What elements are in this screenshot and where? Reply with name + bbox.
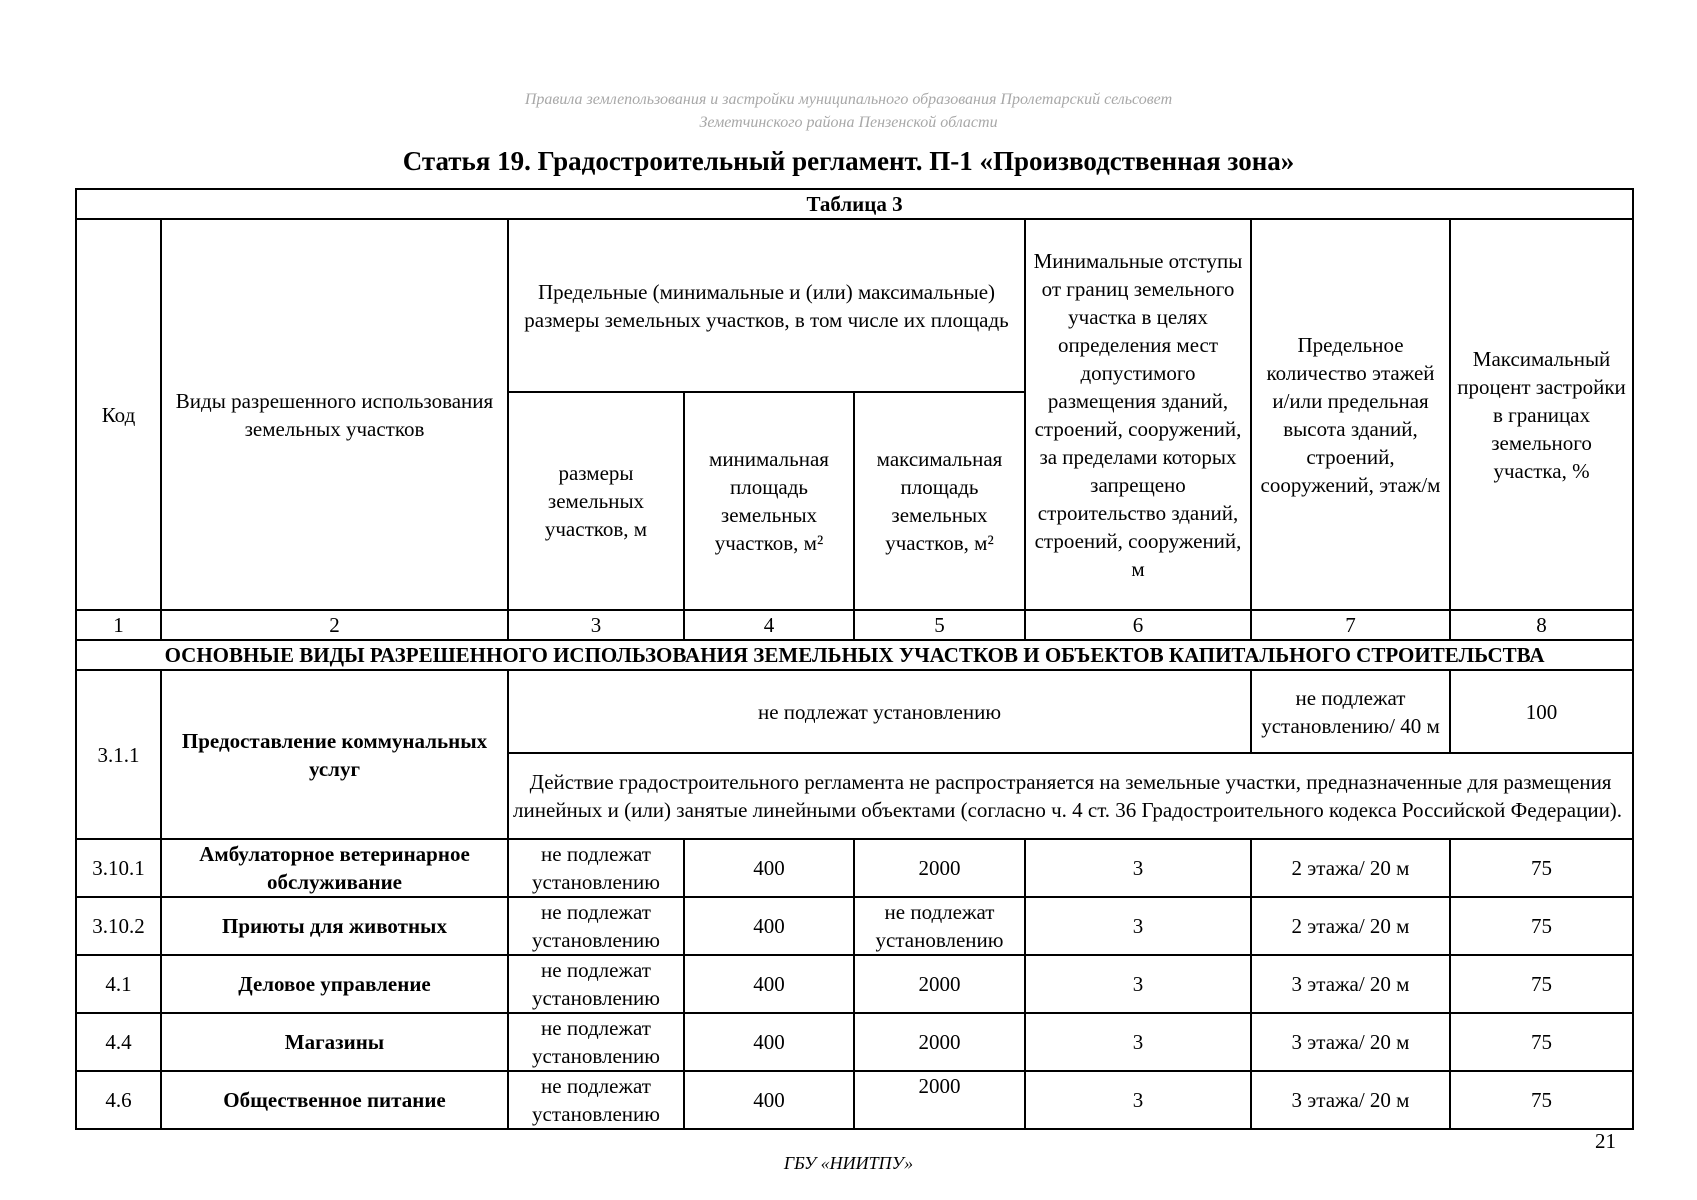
row-code: 4.1: [76, 955, 161, 1013]
footer: ГБУ «НИИТПУ»: [783, 1153, 914, 1173]
header-min-area: минимальная площадь земельных участков, м²: [684, 392, 854, 610]
row-coverage: 75: [1450, 897, 1633, 955]
column-number: 4: [684, 610, 854, 640]
row-min-area: 400: [684, 839, 854, 897]
column-number: 2: [161, 610, 508, 640]
row-setback: 3: [1025, 1013, 1251, 1071]
table-row: [76, 1071, 1633, 1129]
column-number-row: [76, 610, 1633, 640]
row-size: не подлежат установлению: [508, 955, 684, 1013]
row-min-area: 400: [684, 1013, 854, 1071]
column-number: 8: [1450, 610, 1633, 640]
column-number: 6: [1025, 610, 1251, 640]
row-floors: 3 этажа/ 20 м: [1251, 955, 1450, 1013]
row-coverage: 75: [1450, 1013, 1633, 1071]
header-size: размеры земельных участков, м: [508, 392, 684, 610]
column-number: 3: [508, 610, 684, 640]
header-code: Код: [76, 219, 161, 610]
row-coverage: 100: [1450, 670, 1633, 753]
row-name: Амбулаторное ветеринарное обслуживание: [161, 839, 508, 897]
row-name: Предоставление коммунальных услуг: [161, 670, 508, 839]
row-min-area: 400: [684, 955, 854, 1013]
column-number: 1: [76, 610, 161, 640]
header-floors: Предельное количество этажей и/или предельная высота зданий, строений, сооружений, этаж/м: [1251, 219, 1450, 610]
table-row: [76, 839, 1633, 897]
row-floors: 2 этажа/ 20 м: [1251, 839, 1450, 897]
row-code: 4.4: [76, 1013, 161, 1071]
header-limits: Предельные (минимальные и (или) максимальные) размеры земельных участков, в том числе их площадь: [508, 219, 1025, 392]
row-min-area: 400: [684, 1071, 854, 1129]
row-floors: 2 этажа/ 20 м: [1251, 897, 1450, 955]
row-max-area: 2000: [854, 1071, 1025, 1129]
row-floors: не подлежат установлению/ 40 м: [1251, 670, 1450, 753]
column-number: 7: [1251, 610, 1450, 640]
row-name: Деловое управление: [161, 955, 508, 1013]
row-setback: 3: [1025, 1071, 1251, 1129]
row-max-area: 2000: [854, 1013, 1025, 1071]
row-max-area: не подлежат установлению: [854, 897, 1025, 955]
section-heading: ОСНОВНЫЕ ВИДЫ РАЗРЕШЕННОГО ИСПОЛЬЗОВАНИЯ ЗЕМЕЛЬНЫХ УЧАСТКОВ И ОБЪЕКТОВ КАПИТАЛЬНОГО СТРОИТЕЛЬСТВА: [76, 640, 1633, 670]
header-use: Виды разрешенного использования земельных участков: [161, 219, 508, 610]
row-size: не подлежат установлению: [508, 1013, 684, 1071]
row-size: не подлежат установлению: [508, 1071, 684, 1129]
row-size: не подлежат установлению: [508, 897, 684, 955]
row-name: Приюты для животных: [161, 897, 508, 955]
table-row: [76, 897, 1633, 955]
table-row: [76, 1013, 1633, 1071]
row-max-area: 2000: [854, 839, 1025, 897]
article-title: Статья 19. Градостроительный регламент. П-1 «Производственная зона»: [402, 146, 1295, 176]
row-limits: не подлежат установлению: [508, 670, 1251, 753]
row-setback: 3: [1025, 897, 1251, 955]
row-coverage: 75: [1450, 839, 1633, 897]
running-header-line-1: Правила землепользования и застройки муниципального образования Пролетарский сельсовет: [524, 91, 1173, 108]
row-setback: 3: [1025, 955, 1251, 1013]
column-number: 5: [854, 610, 1025, 640]
row-coverage: 75: [1450, 955, 1633, 1013]
row-floors: 3 этажа/ 20 м: [1251, 1013, 1450, 1071]
row-max-area: 2000: [854, 955, 1025, 1013]
row-code: 4.6: [76, 1071, 161, 1129]
row-note: Действие градостроительного регламента не распространяется на земельные участки, предназначенные для размещения линейных и (или) занятые линейными объектами (согласно ч. 4 ст. 36 Градостроительного кодекса Российской Федерации).: [508, 753, 1633, 839]
row-floors: 3 этажа/ 20 м: [1251, 1071, 1450, 1129]
table-row: [76, 955, 1633, 1013]
table-label: Таблица 3: [76, 189, 1633, 219]
row-size: не подлежат установлению: [508, 839, 684, 897]
row-code: 3.10.1: [76, 839, 161, 897]
row-name: Общественное питание: [161, 1071, 508, 1129]
header-max-area: максимальная площадь земельных участков, м²: [854, 392, 1025, 610]
row-code: 3.10.2: [76, 897, 161, 955]
row-setback: 3: [1025, 839, 1251, 897]
row-coverage: 75: [1450, 1071, 1633, 1129]
running-header-line-2: Земетчинского района Пензенской области: [699, 114, 998, 131]
table-row: [76, 670, 1633, 753]
regulation-table: [75, 188, 1634, 1130]
row-code: 3.1.1: [76, 670, 161, 839]
row-min-area: 400: [684, 897, 854, 955]
page-number: 21: [1595, 1129, 1616, 1153]
header-setback: Минимальные отступы от границ земельного участка в целях определения мест допустимого размещения зданий, строений, сооружений, за пределами которых запрещено строительство зданий, строений, сооружений, м: [1025, 219, 1251, 610]
row-name: Магазины: [161, 1013, 508, 1071]
header-coverage: Максимальный процент застройки в границах земельного участка, %: [1450, 219, 1633, 610]
